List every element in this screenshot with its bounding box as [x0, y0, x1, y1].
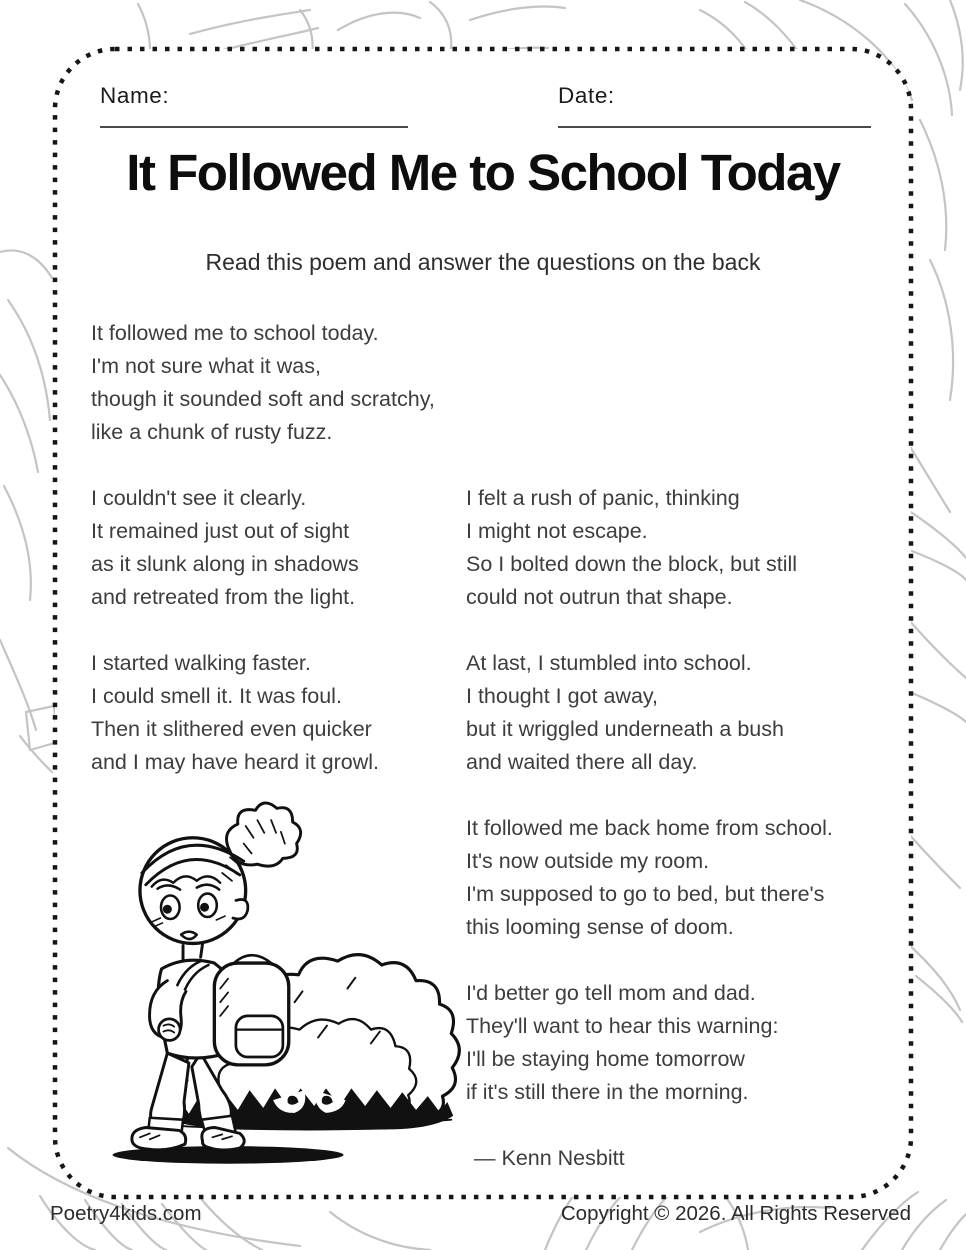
site-link[interactable]: Poetry4kids.com	[50, 1202, 202, 1225]
poem-line: It remained just out of sight	[91, 519, 350, 543]
poem-stanza-5	[466, 647, 897, 779]
poem-line: I felt a rush of panic, thinking	[466, 486, 740, 510]
poem-line: It's now outside my room.	[466, 849, 710, 873]
poem-line: could not outrun that shape.	[466, 585, 733, 609]
poem-line: and retreated from the light.	[91, 585, 356, 609]
poem-line: but it wriggled underneath a bush	[466, 717, 784, 741]
name-input-line[interactable]	[100, 124, 408, 128]
poem-line: I'll be staying home tomorrow	[466, 1047, 745, 1071]
poem-line: if it's still there in the morning.	[466, 1080, 749, 1104]
poem-line: They'll want to hear this warning:	[466, 1014, 779, 1038]
poem-line: and I may have heard it growl.	[91, 750, 380, 774]
poem-line: Then it slithered even quicker	[91, 717, 372, 741]
poem-stanza-4	[466, 482, 897, 614]
poem-attribution: — Kenn Nesbitt	[474, 1146, 625, 1170]
girl-and-bush-illustration	[91, 796, 463, 1181]
poem-line: I thought I got away,	[466, 684, 659, 708]
poem-line: I'm supposed to go to bed, but there's	[466, 882, 825, 906]
poem-line: I'd better go tell mom and dad.	[466, 981, 756, 1005]
date-field-group	[558, 83, 871, 128]
poem-column-right	[466, 482, 897, 1175]
poem-line: I started walking faster.	[91, 651, 311, 675]
name-label: Name:	[100, 83, 170, 108]
poem-line: though it sounded soft and scratchy,	[91, 387, 435, 411]
worksheet-card	[55, 49, 911, 1197]
poem-line: At last, I stumbled into school.	[466, 651, 752, 675]
date-input-line[interactable]	[558, 124, 871, 128]
poem-line: as it slunk along in shadows	[91, 552, 359, 576]
date-label: Date:	[558, 83, 615, 108]
poem-line: So I bolted down the block, but still	[466, 552, 798, 576]
poem-line: It followed me back home from school.	[466, 816, 833, 840]
poem-line: I couldn't see it clearly.	[91, 486, 307, 510]
poem-line: I'm not sure what it was,	[91, 354, 321, 378]
copyright-text: Copyright © 2026. All Rights Reserved	[560, 1202, 911, 1225]
poem-stanza-7	[466, 977, 897, 1109]
poem-line: I might not escape.	[466, 519, 648, 543]
poem-line: like a chunk of rusty fuzz.	[91, 420, 333, 444]
poem	[91, 317, 897, 1181]
page-subtitle: Read this poem and answer the questions on the back	[205, 249, 761, 275]
poem-stanza-1	[91, 317, 897, 449]
poem-stanza-2	[91, 482, 466, 614]
page-title: It Followed Me to School Today	[126, 144, 840, 201]
poem-line: and waited there all day.	[466, 750, 698, 774]
poem-columns	[91, 482, 897, 1181]
poem-stanza-6	[466, 812, 897, 944]
poem-line: this looming sense of doom.	[466, 915, 734, 939]
name-field-group	[100, 83, 408, 128]
poem-line: I could smell it. It was foul.	[91, 684, 342, 708]
poem-column-left	[91, 482, 466, 1181]
poem-line: It followed me to school today.	[91, 321, 379, 345]
poem-stanza-3	[91, 647, 466, 779]
poem-illustration	[91, 796, 463, 1181]
